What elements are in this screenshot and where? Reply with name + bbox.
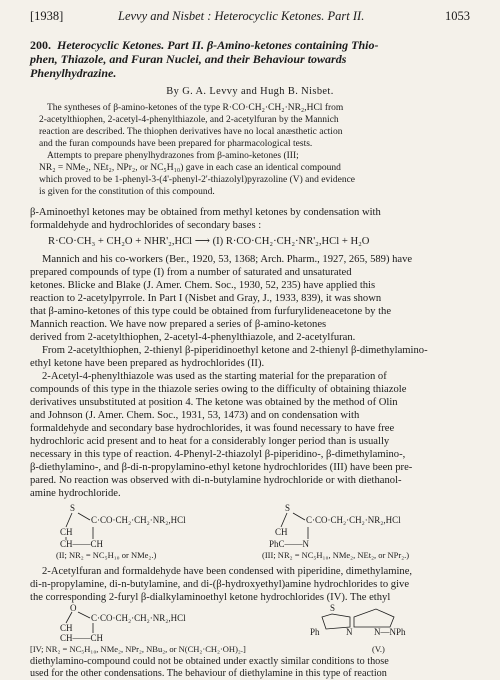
author-line: By G. A. Levvy and Hugh B. Nisbet. [166,86,334,97]
abstract-line: 2-acetylthiophen, 2-acetyl-4-phenylthiazole, and 2-acetylfuran by the Mannich [39,115,339,125]
body-line: prepared compounds of type (I) from a number of saturated and unsaturated [30,267,352,278]
reaction-equation: R·CO·CH₃ + CH₂O + NHR'₂,HCl ⟶ (I) R·CO·CH₂·CH₂·NR'₂,HCl + H₂O [48,236,370,247]
structure-III: S C·CO·CH₂·CH₂·NR₂,HCl CH PhC——N [275,503,465,565]
body-line: that β-amino-ketones of this type could be obtained from furfurylideneacetone by the [30,306,392,317]
body-line: and Johnson (J. Amer. Chem. Soc., 1931, 53, 1473) and on condensation with [30,410,360,421]
abstract-line: and the furan compounds have been prepared for pharmacological tests. [39,139,313,149]
body-line: derivatives unsubstituted at position 4. The ketone was obtained by the method of Olin [30,397,398,408]
abstract-line: is given for the constitution of this compound. [39,187,215,197]
ring-bonds [60,503,120,553]
ring-bonds [60,603,120,647]
body-line: necessary in this type of reaction. 4-Phenyl-2-thiazolyl β-piperidino-, β-dimethylamino-, [30,449,406,460]
body-line: β-Aminoethyl ketones may be obtained from methyl ketones by condensation with [30,207,381,218]
article-title [30,38,470,80]
body-line: reaction to 2-acetylpyrrole. In Part I (Nisbet and Gray, J., 1933, 839), it was shown [30,293,382,304]
article-number: 200. [30,38,51,52]
abstract-line: which proved to be 1-phenyl-3-(4'-phenyl-2'-thiazolyl)pyrazoline (V) and evidence [39,175,356,185]
body-line: amine hydrochloride. [30,488,121,499]
year-label: [1938] [30,9,64,23]
structure-III-caption: (III; NR₂ = NC₅H₁₀, NMe₂, NEt₂, or NPr₂.) [262,550,410,560]
structure-IV: O C·CO·CH₂·CH₂·NR₂,HCl CH CH——CH [60,603,240,651]
body-line: hydrochloric acid present and to heat for a considerably longer period than is usually [30,436,390,447]
structure-V-caption: (V.) [372,644,385,654]
title-line-3: Phenylhydrazine. [30,66,117,80]
body-line: Mannich reaction. We have now prepared a series of β-amino-ketones [30,319,327,330]
running-title: Levvy and Nisbet : Heterocyclic Ketones. Part II. [118,9,365,23]
body-line: di-n-propylamine, di-n-butylamine, and di-(β-hydroxyethyl)amine hydrochlorides to give [30,579,410,590]
abstract-line: The syntheses of β-amino-ketones of the type R·CO·CH₂·CH₂·NR₂,HCl from [47,103,344,113]
page-number: 1053 [445,9,470,23]
title-line-2: phen, Thiazole, and Furan Nuclei, and their Behaviour towards [30,52,347,66]
abstract-line: Attempts to prepare phenylhydrazones from β-amino-ketones (III; [47,151,299,161]
structure-II-caption: (II; NR₂ = NC₅H₁₀ or NMe₂.) [56,550,157,560]
structure-IV-caption: [IV; NR₂ = NC₅H₁₀, NMe₂, NPr₂, NBu₂, or N(CH₂·CH₂·OH)₂.] [30,644,246,654]
structure-V: S Ph N N—NPh [310,603,440,643]
body-line: From 2-acetylthiophen, 2-thienyl β-piperidinoethyl ketone and 2-thienyl β-dimethylamino- [42,345,428,356]
body-line: used for the other condensations. The behaviour of diethylamine in this type of reaction [30,668,387,679]
body-line: pared. No reaction was observed with di-n-butylamine hydrochloride or with diethanol- [30,475,402,486]
title-line-1: 200. Heterocyclic Ketones. Part II. β-Amino-ketones containing Thio- [30,38,379,52]
body-line: formaldehyde and secondary base hydrochlorides, it was found necessary to have free [30,423,395,434]
body-line: the corresponding 2-furyl β-dialkylaminoethyl ketone hydrochlorides (IV). The ethyl [30,592,391,603]
body-line: β-diethylamino-, and β-di-n-propylamino-ethyl ketone hydrochlorides (III) have been pre- [30,462,413,473]
body-line: diethylamino-compound could not be obtained under exactly similar conditions to those [30,656,389,667]
body-line: ethyl ketone have been prepared as hydrochlorides (II). [30,358,265,369]
structure-II: S C·CO·CH₂·CH₂·NR₂,HCl CH CH——CH [60,503,240,565]
ring-bonds [275,503,335,553]
body-line: Mannich and his co-workers (Ber., 1920, 53, 1368; Arch. Pharm., 1927, 265, 589) have [42,254,413,265]
page-header [30,10,470,26]
body-line: 2-Acetylfuran and formaldehyde have been condensed with piperidine, dimethylamine, [42,566,413,577]
body-line: derived from 2-acetylthiophen, 2-acetyl-4-phenylthiazole, and 2-acetylfuran. [30,332,356,343]
body-line: 2-Acetyl-4-phenylthiazole was used as the starting material for the preparation of [42,371,387,382]
ring-bonds [310,603,440,643]
body-line: formaldehyde and hydrochlorides of secondary bases : [30,220,262,231]
abstract-line: NR₂ = NMe₂, NEt₂, NPr₂, or NC₅H₁₀) gave in each case an identical compound [39,163,341,173]
abstract-line: reaction are described. The thiophen derivatives have no local anæsthetic action [39,127,343,137]
body-line: ketones. Blicke and Blake (J. Amer. Chem. Soc., 1930, 52, 235) have applied this [30,280,376,291]
body-line: compounds of this type in the thiazole series owing to the difficulty of obtaining thiazole [30,384,407,395]
